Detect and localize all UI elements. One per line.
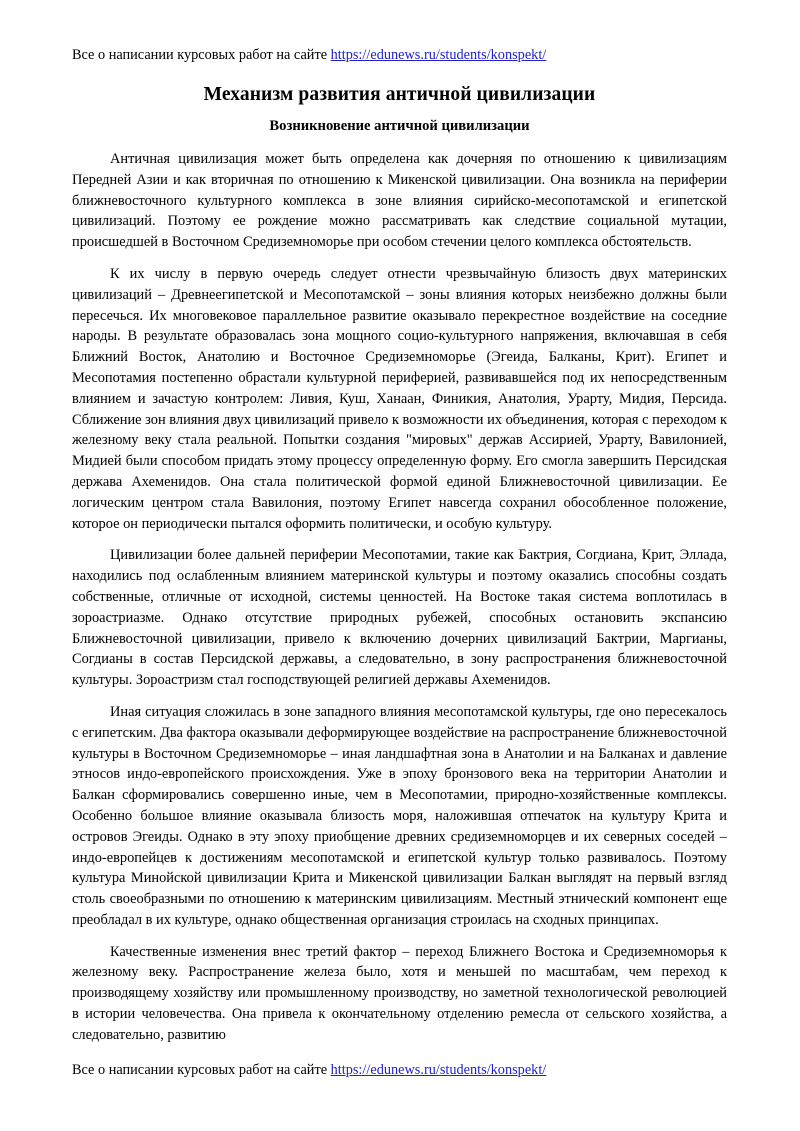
running-footer-text: Все о написании курсовых работ на сайте [72, 1062, 331, 1078]
page-title: Механизм развития античной цивилизации [203, 84, 596, 105]
paragraph: К их числу в первую очередь следует отнести чрезвычайную близость двух материнских цивилизаций – Древнеегипетской и Месопотамской – зоны влияния которых неизбежно должны были пересечься. Их многовековое параллельное развитие оказывало перекрестное воздействие на соседние народы. В результате образовалась зона мощного социо-культурного напряжения, включавшая в себя Ближний Восток, Анатолию и Восточное Средиземноморье (Эгеида, Балканы, Крит). Египет и Месопотамия постепенно обрастали культурной периферией, развивавшейся под их непосредственным влиянием и зачастую контролем: Ливия, Куш, Ханаан, Финикия, Анатолия, Урарту, Мидия, Персида. Сближение зон влияния двух цивилизаций привело к возможности их объединения, которая с переходом к железному веку стала реальной. Попытки создания "мировых" держав Ассирией, Урарту, Вавилонией, Мидией были способом придать этому процессу определенную форму. Его смогла завершить Персидская держава Ахеменидов. Она стала политической формой единой Ближневосточной цивилизации. Ее логическим центром стала Вавилония, поэтому Египет навсегда сохранил обособленное положение, которое он периодически пытался оформить политически, и особую культуру. [72, 265, 727, 532]
paragraph: Качественные изменения внес третий фактор – переход Ближнего Востока и Средиземноморья к железному веку. Распространение железа было, хотя и меньшей по масштабам, чем переход к производящему хозяйству или промышленному производству, но заметной технологической революцией в истории человечества. Она привела к окончательному отделению ремесла от сельского хозяйства, а следовательно, развитию [72, 943, 727, 1043]
paragraph: Цивилизации более дальней периферии Месопотамии, такие как Бактрия, Согдиана, Крит, Эллада, находились под ослабленным влиянием материнской культуры и поэтому оказались способны создать собственные, отличные от исходной, системы ценностей. На Востоке такая система воплотилась в зороастриазме. Однако отсутствие природных рубежей, способных остановить экспансию Ближневосточной цивилизации, привело к включению дочерних цивилизаций Бактрии, Маргианы, Согдианы в состав Персидской державы, а следовательно, в зону распространения ближневосточной культуры. Зороастризм стал господствующей религией державы Ахеменидов. [72, 547, 727, 689]
paragraph: Античная цивилизация может быть определена как дочерняя по отношению к цивилизациям Передней Азии и как вторичная по отношению к Микенской цивилизации. Она возникла на периферии ближневосточного культурного комплекса в зоне влияния сирийско-месопотамской и египетской цивилизаций. Поэтому ее рождение можно рассматривать как следствие социальной мутации, происшедшей в Восточном Средиземноморье при особом стечении целого комплекса обстоятельств. [72, 151, 727, 251]
paragraph: Иная ситуация сложилась в зоне западного влияния месопотамской культуры, где оно пересекалось с египетским. Два фактора оказывали деформирующее воздействие на распространение ближневосточной культуры в Восточном Средиземноморье – иная ландшафтная зона в Анатолии и на Балканах и давление этносов индо-европейского происхождения. Уже в эпоху бронзового века на территории Анатолии и Балкан сформировались совершенно иные, чем в Месопотамии, природно-хозяйственные комплексы. Особенно большое влияние оказывала близость моря, наложившая отпечаток на культуру Крита и островов Эгеиды. Однако в эту эпоху приобщение древних средиземноморцев и их северных соседей – индо-европейцев к достижениям месопотамской и египетской культур только развивалось. Поэтому культура Минойской цивилизации Крита и Микенской цивилизации Балкан выглядят на первый взгляд столь своеобразными по отношению к материнским цивилизациям. Местный этнический компонент еще преобладал в их культуре, однако общественная организация строилась на сходных принципах. [72, 703, 727, 928]
running-footer [72, 1061, 546, 1080]
page-subtitle: Возникновение античной цивилизации [269, 118, 530, 134]
footer-site-link[interactable]: https://edunews.ru/students/konspekt/ [330, 1062, 547, 1078]
running-header [72, 44, 727, 65]
document-body [72, 149, 727, 1046]
running-header-text: Все о написании курсовых работ на сайте [72, 47, 331, 63]
header-site-link[interactable]: https://edunews.ru/students/konspekt/ [330, 47, 547, 63]
